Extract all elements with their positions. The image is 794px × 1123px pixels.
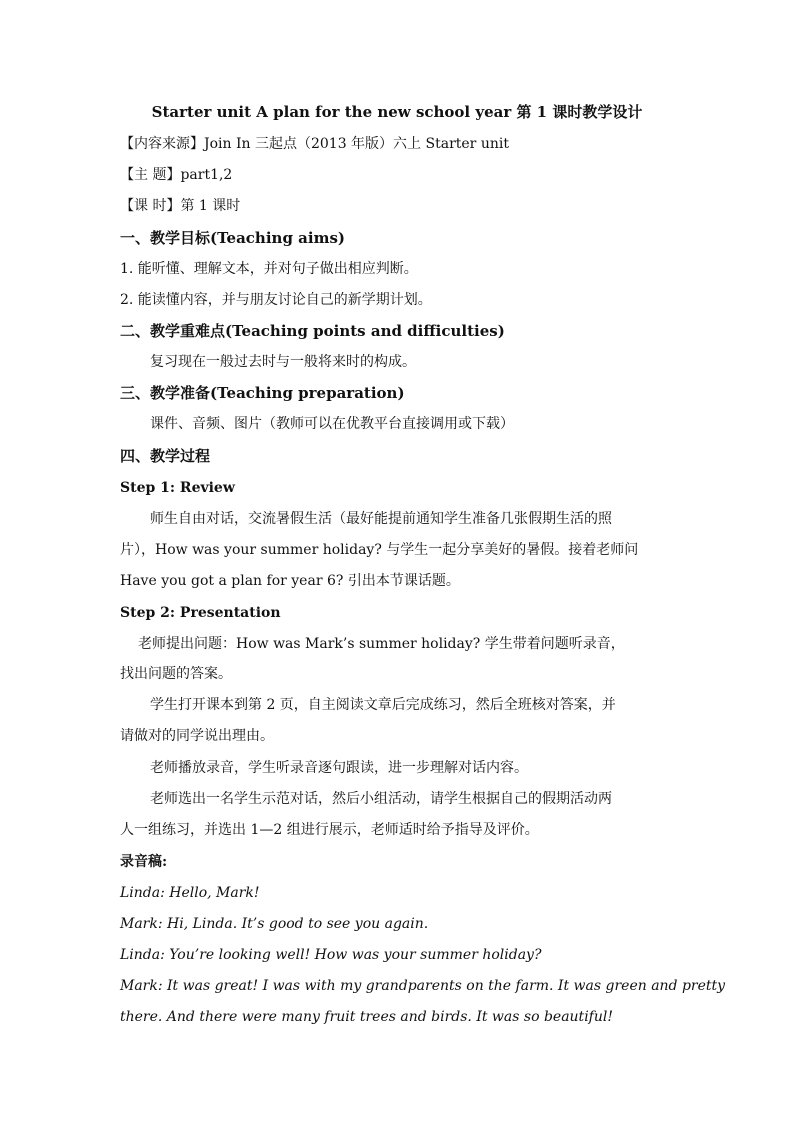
meta-period: 【课 时】第 1 课时 <box>120 198 241 214</box>
transcript-line: Mark: It was great! I was with my grandparents on the farm. It was green and pretty <box>120 978 726 994</box>
preparation-heading: 三、教学准备(Teaching preparation) <box>120 384 405 402</box>
transcript-line: there. And there were many fruit trees and birds. It was so beautiful! <box>120 1009 613 1025</box>
step2-line: 请做对的同学说出理由。 <box>120 728 274 744</box>
step2-line: 老师选出一名学生示范对话，然后小组活动，请学生根据自己的假期活动两 <box>150 791 612 807</box>
document-title: Starter unit A plan for the new school year 第 1 课时教学设计 <box>151 103 643 121</box>
step1-heading: Step 1: Review <box>120 480 235 496</box>
aims-heading: 一、教学目标(Teaching aims) <box>120 229 345 247</box>
transcript-line: Linda: You’re looking well! How was your summer holiday? <box>120 947 542 963</box>
key-points-heading: 二、教学重难点(Teaching points and difficulties) <box>120 322 505 340</box>
step2-line: 人一组练习，并选出 1—2 组进行展示，老师适时给予指导及评价。 <box>120 822 539 838</box>
meta-topic: 【主 题】part1,2 <box>120 167 233 183</box>
aims-item: 2. 能读懂内容，并与朋友讨论自己的新学期计划。 <box>120 292 432 308</box>
step2-line: 老师播放录音，学生听录音逐句跟读，进一步理解对话内容。 <box>150 760 528 776</box>
process-heading: 四、教学过程 <box>120 447 211 465</box>
key-points-text: 复习现在一般过去时与一般将来时的构成。 <box>150 354 416 370</box>
transcript-heading: 录音稿: <box>120 854 168 870</box>
step2-heading: Step 2: Presentation <box>120 605 281 621</box>
step2-line: 老师提出问题：How was Mark’s summer holiday? 学生带着问题听录音， <box>138 636 625 652</box>
step1-line: 师生自由对话，交流暑假生活（最好能提前通知学生准备几张假期生活的照 <box>150 511 612 527</box>
preparation-text: 课件、音频、图片（教师可以在优教平台直接调用或下载） <box>150 416 514 432</box>
aims-item: 1. 能听懂、理解文本，并对句子做出相应判断。 <box>120 261 418 277</box>
step1-line: Have you got a plan for year 6? 引出本节课话题。 <box>120 573 460 589</box>
meta-source: 【内容来源】Join In 三起点（2013 年版）六上 Starter unit <box>120 136 509 152</box>
step1-line: 片），How was your summer holiday? 与学生一起分享美好的暑假。接着老师问 <box>120 542 639 558</box>
transcript-line: Mark: Hi, Linda. It’s good to see you again. <box>120 916 429 932</box>
step2-line: 学生打开课本到第 2 页，自主阅读文章后完成练习，然后全班核对答案，并 <box>150 697 616 713</box>
transcript-line: Linda: Hello, Mark! <box>120 885 260 901</box>
step2-line: 找出问题的答案。 <box>120 666 232 682</box>
